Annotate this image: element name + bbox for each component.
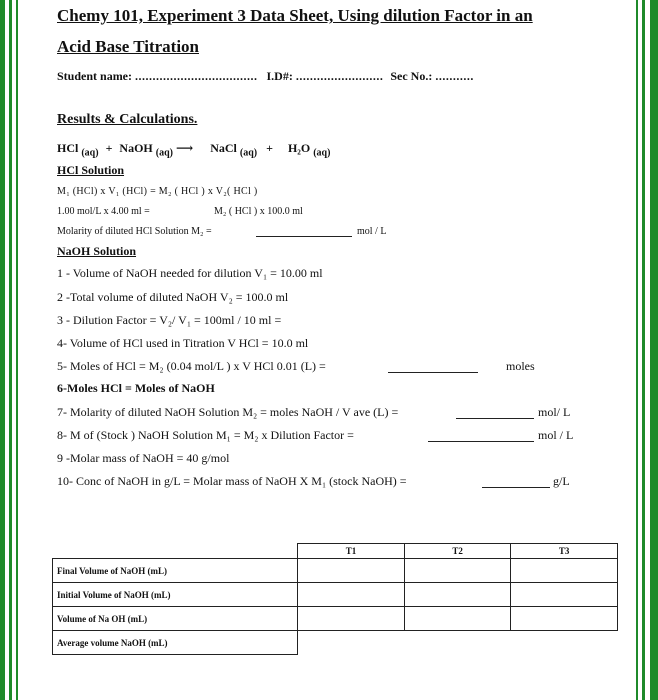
- naoh-item-5: 5- Moles of HCl = M₂ (0.04 mol/L ) x V HCl 0.01 (L) =: [57, 359, 326, 373]
- right-border-thin: [636, 0, 638, 700]
- left-border-inner: [9, 0, 12, 700]
- student-name-field[interactable]: ...................................: [135, 69, 258, 83]
- moles-unit: moles: [506, 359, 535, 373]
- naoh-item-9: 9 -Molar mass of NaOH = 40 g/mol: [57, 451, 230, 465]
- cell-volume-t2[interactable]: [404, 607, 511, 631]
- id-field[interactable]: .........................: [295, 69, 384, 83]
- cell-initial-t3[interactable]: [511, 583, 618, 607]
- results-heading: Results & Calculations.: [57, 112, 198, 127]
- naoh-solution-heading: NaOH Solution: [57, 244, 137, 258]
- id-label: I.D#:: [266, 69, 293, 83]
- molarity-diluted-blank[interactable]: [456, 418, 534, 419]
- mol-per-l-unit-7: mol/ L: [538, 405, 571, 419]
- cell-final-t3[interactable]: [511, 559, 618, 583]
- conc-naoh-blank[interactable]: [482, 487, 550, 488]
- hcl-values-right: M₂ ( HCl ) x 100.0 ml: [214, 206, 303, 217]
- hcl-dilution-equation: M₁ (HCl) x V₁ (HCl) = M₂ ( HCl ) x V₂( HCl ): [57, 186, 258, 197]
- cell-final-t2[interactable]: [404, 559, 511, 583]
- hcl-values-left: 1.00 mol/L x 4.00 ml =: [57, 206, 150, 217]
- cell-initial-t1[interactable]: [298, 583, 405, 607]
- row-label-final-volume: Final Volume of NaOH (mL): [53, 559, 298, 583]
- table-header-row: [53, 544, 618, 559]
- right-border-inner: [642, 0, 645, 700]
- table-header-t3: T3: [511, 544, 618, 559]
- title-line-1: Chemy 101, Experiment 3 Data Sheet, Using dilution Factor in an: [57, 6, 533, 25]
- row-label-volume: Volume of Na OH (mL): [53, 607, 298, 631]
- right-border-outer: [650, 0, 658, 700]
- table-header-t1: T1: [298, 544, 405, 559]
- table-row: [53, 583, 618, 607]
- mol-per-l-unit-8: mol / L: [538, 428, 574, 442]
- row-label-initial-volume: Initial Volume of NaOH (mL): [53, 583, 298, 607]
- naoh-item-2: 2 -Total volume of diluted NaOH V₂ = 100.0 ml: [57, 290, 289, 304]
- g-per-l-unit: g/L: [553, 474, 570, 488]
- naoh-item-1: 1 - Volume of NaOH needed for dilution V₁ = 10.00 ml: [57, 266, 323, 280]
- left-border-thin: [16, 0, 18, 700]
- cell-volume-t1[interactable]: [298, 607, 405, 631]
- cell-average-empty-2: [404, 631, 511, 655]
- molarity-stock-blank[interactable]: [428, 441, 534, 442]
- sec-field[interactable]: ...........: [435, 69, 474, 83]
- table-row: [53, 559, 618, 583]
- student-name-label: Student name:: [57, 69, 133, 83]
- naoh-item-10: 10- Conc of NaOH in g/L = Molar mass of NaOH X M₁ (stock NaOH) =: [57, 474, 407, 488]
- naoh-item-6: 6-Moles HCl = Moles of NaOH: [57, 381, 215, 395]
- hcl-molarity-label: Molarity of diluted HCl Solution M₂ =: [57, 226, 212, 237]
- sec-label: Sec No.:: [390, 69, 433, 83]
- table-row: [53, 607, 618, 631]
- naoh-item-3: 3 - Dilution Factor = V₂/ V₁ = 100ml / 10 ml =: [57, 313, 282, 327]
- hcl-solution-heading: HCl Solution: [57, 163, 125, 177]
- data-sheet: [38, 0, 618, 700]
- reaction-equation: HCl $_{(aq)}$ + NaOH $_{(aq)}$ ⟶ NaCl $_{(aq)}$ + H₂O $_{(aq)}$: [57, 141, 331, 159]
- hcl-molarity-unit: mol / L: [357, 226, 387, 237]
- student-info-row: [57, 69, 474, 84]
- title-line-2: Acid Base Titration: [57, 37, 199, 56]
- cell-volume-t3[interactable]: [511, 607, 618, 631]
- moles-hcl-blank[interactable]: [388, 372, 478, 373]
- cell-final-t1[interactable]: [298, 559, 405, 583]
- table-header-t2: T2: [404, 544, 511, 559]
- naoh-item-4: 4- Volume of HCl used in Titration V HCl = 10.0 ml: [57, 336, 309, 350]
- table-row: [53, 631, 618, 655]
- table-corner: [53, 544, 298, 559]
- cell-average-empty-3: [511, 631, 618, 655]
- titration-data-table: [52, 543, 618, 655]
- naoh-item-7: 7- Molarity of diluted NaOH Solution M₂ = moles NaOH / V ave (L) =: [57, 405, 399, 419]
- hcl-molarity-blank[interactable]: [256, 236, 352, 237]
- reaction-arrow-icon: ⟶: [176, 141, 194, 155]
- naoh-item-8: 8- M of (Stock ) NaOH Solution M₁ = M₂ x Dilution Factor =: [57, 428, 354, 442]
- cell-average-empty-1: [298, 631, 405, 655]
- left-border-outer: [0, 0, 5, 700]
- row-label-average-volume: Average volume NaOH (mL): [53, 631, 298, 655]
- cell-initial-t2[interactable]: [404, 583, 511, 607]
